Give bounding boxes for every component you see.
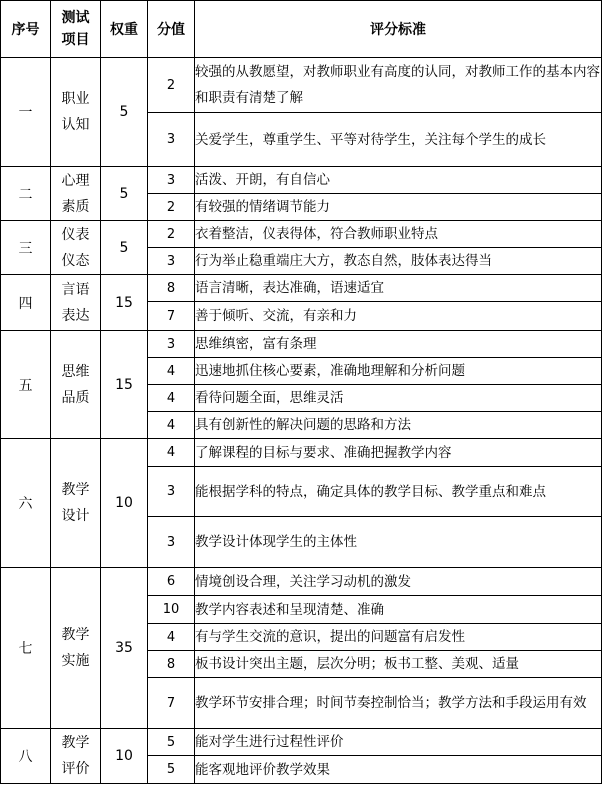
score-value: 4 [148, 385, 195, 412]
test-item-line: 实施 [61, 653, 90, 669]
score-value: 3 [148, 517, 195, 568]
criteria-text: 教学环节安排合理；时间节奏控制恰当；教学方法和手段运用有效 [195, 678, 602, 729]
test-item-line: 认知 [61, 117, 90, 133]
table-row [1, 58, 602, 113]
criteria-text: 思维缜密，富有条理 [195, 331, 602, 358]
test-item [51, 221, 101, 275]
table-row [1, 568, 602, 596]
header-criteria: 评分标准 [195, 1, 602, 58]
score-value: 4 [148, 358, 195, 385]
header-weight: 权重 [101, 1, 148, 58]
test-item [51, 167, 101, 221]
criteria-text: 能对学生进行过程性评价 [195, 729, 602, 756]
score-value: 2 [148, 58, 195, 113]
criteria-text: 具有创新性的解决问题的思路和方法 [195, 412, 602, 439]
header-item-line1: 测试 [61, 10, 90, 26]
weight-value: 10 [101, 439, 148, 568]
criteria-text: 教学内容表述和呈现清楚、准确 [195, 596, 602, 624]
test-item-line: 评价 [61, 761, 90, 777]
score-value: 3 [148, 167, 195, 194]
test-item-line: 素质 [61, 198, 90, 215]
score-value: 4 [148, 412, 195, 439]
test-item-line: 思维 [61, 363, 90, 380]
score-value: 10 [148, 596, 195, 624]
weight-value: 15 [101, 331, 148, 439]
criteria-text: 板书设计突出主题，层次分明；板书工整、美观、适量 [195, 651, 602, 678]
score-value: 5 [148, 729, 195, 756]
test-item-line: 教学 [61, 627, 90, 643]
score-value: 8 [148, 651, 195, 678]
test-item-line: 职业 [61, 91, 90, 107]
score-value: 3 [148, 331, 195, 358]
criteria-text: 善于倾听、交流，有亲和力 [195, 302, 602, 331]
score-value: 6 [148, 568, 195, 596]
table-row [1, 221, 602, 248]
criteria-text: 较强的从教愿望，对教师职业有高度的认同，对教师工作的基本内容和职责有清楚了解 [195, 58, 602, 113]
section-number: 七 [1, 568, 51, 729]
test-item-line: 表达 [61, 307, 90, 324]
section-number: 八 [1, 729, 51, 784]
score-value: 3 [148, 113, 195, 167]
criteria-text: 了解课程的目标与要求、准确把握教学内容 [195, 439, 602, 467]
weight-value: 5 [101, 221, 148, 275]
score-value: 7 [148, 302, 195, 331]
test-item-line: 教学 [61, 735, 90, 751]
section-number: 四 [1, 275, 51, 331]
header-seq: 序号 [1, 1, 51, 58]
criteria-text: 迅速地抓住核心要素，准确地理解和分析问题 [195, 358, 602, 385]
weight-value: 10 [101, 729, 148, 784]
criteria-text: 有较强的情绪调节能力 [195, 194, 602, 221]
header-score: 分值 [148, 1, 195, 58]
criteria-text: 行为举止稳重端庄大方，教态自然，肢体表达得当 [195, 248, 602, 275]
table-row [1, 331, 602, 358]
criteria-text: 衣着整洁，仪表得体，符合教师职业特点 [195, 221, 602, 248]
score-value: 2 [148, 194, 195, 221]
score-value: 8 [148, 275, 195, 302]
score-value: 4 [148, 439, 195, 467]
score-value: 3 [148, 248, 195, 275]
test-item-line: 品质 [61, 389, 90, 406]
criteria-text: 看待问题全面，思维灵活 [195, 385, 602, 412]
section-number: 五 [1, 331, 51, 439]
test-item [51, 275, 101, 331]
section-number: 一 [1, 58, 51, 167]
header-item-line2: 项目 [61, 32, 90, 48]
test-item-line: 仪表 [61, 226, 90, 243]
section-number: 六 [1, 439, 51, 568]
header-row [1, 1, 602, 58]
weight-value: 35 [101, 568, 148, 729]
test-item-line: 教学 [61, 482, 90, 498]
criteria-text: 语言清晰，表达准确，语速适宜 [195, 275, 602, 302]
criteria-text: 能根据学科的特点，确定具体的教学目标、教学重点和难点 [195, 467, 602, 517]
table-row [1, 729, 602, 756]
table-body [1, 58, 602, 784]
test-item-line: 言语 [61, 281, 90, 298]
weight-value: 5 [101, 58, 148, 167]
test-item-line: 仪态 [61, 252, 90, 269]
criteria-text: 活泼、开朗，有自信心 [195, 167, 602, 194]
section-number: 二 [1, 167, 51, 221]
criteria-text: 教学设计体现学生的主体性 [195, 517, 602, 568]
score-value: 7 [148, 678, 195, 729]
section-number: 三 [1, 221, 51, 275]
test-item [51, 568, 101, 729]
table-row [1, 439, 602, 467]
weight-value: 15 [101, 275, 148, 331]
test-item-line: 心理 [61, 172, 90, 189]
score-value: 2 [148, 221, 195, 248]
score-value: 4 [148, 624, 195, 651]
test-item [51, 58, 101, 167]
table-row [1, 167, 602, 194]
table-row [1, 275, 602, 302]
weight-value: 5 [101, 167, 148, 221]
score-value: 5 [148, 756, 195, 784]
test-item [51, 729, 101, 784]
criteria-text: 关爱学生，尊重学生、平等对待学生，关注每个学生的成长 [195, 113, 602, 167]
criteria-text: 能客观地评价教学效果 [195, 756, 602, 784]
test-item [51, 331, 101, 439]
test-item-line: 设计 [61, 508, 90, 524]
header-item [51, 1, 101, 58]
criteria-text: 情境创设合理，关注学习动机的激发 [195, 568, 602, 596]
criteria-text: 有与学生交流的意识，提出的问题富有启发性 [195, 624, 602, 651]
score-value: 3 [148, 467, 195, 517]
test-item [51, 439, 101, 568]
